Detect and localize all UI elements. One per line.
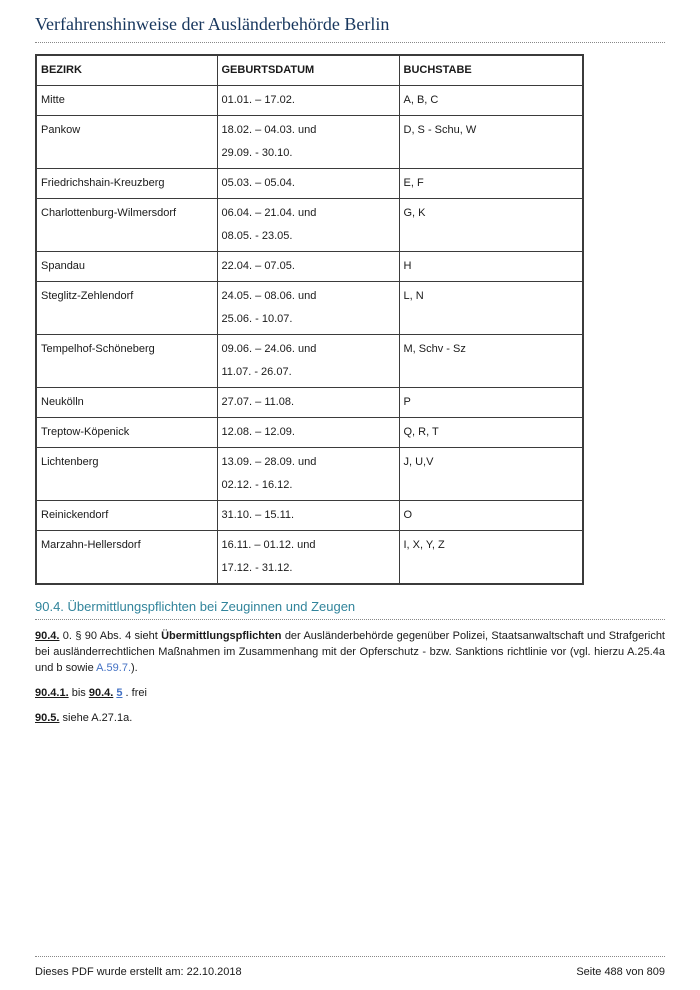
date-range: 01.01. – 17.02.: [221, 94, 295, 106]
bezirk-cell: Reinickendorf: [36, 501, 217, 531]
table-row: [36, 169, 583, 199]
bezirk-cell: Pankow: [36, 116, 217, 169]
date-range: 29.09. - 30.10.: [221, 147, 293, 159]
para3-text: siehe A.27.1a.: [59, 711, 133, 724]
date-range: 11.07. - 26.07.: [221, 366, 292, 378]
table-row: [36, 448, 583, 501]
table-row: [36, 252, 583, 282]
table-row: [36, 418, 583, 448]
link-90-4-5[interactable]: 5: [116, 686, 123, 699]
buchstabe-cell: E, F: [399, 169, 583, 199]
bezirk-cell: Mitte: [36, 86, 217, 116]
bezirk-cell: Marzahn-Hellersdorf: [36, 531, 217, 585]
table-row: [36, 501, 583, 531]
buchstabe-cell: O: [399, 501, 583, 531]
footer-page-number: Seite 488 von 809: [576, 966, 665, 978]
column-header-geburtsdatum: GEBURTSDATUM: [217, 55, 399, 86]
ref-90-4-1: 90.4.1.: [35, 686, 69, 699]
bezirk-cell: Treptow-Köpenick: [36, 418, 217, 448]
date-range: 16.11. – 01.12. und: [221, 539, 316, 551]
section-heading: 90.4. Übermittlungspflichten bei Zeuginnen und Zeugen: [35, 599, 665, 620]
geburtsdatum-cell: [217, 199, 399, 252]
buchstabe-cell: D, S - Schu, W: [399, 116, 583, 169]
buchstabe-cell: G, K: [399, 199, 583, 252]
buchstabe-cell: J, U,V: [399, 448, 583, 501]
geburtsdatum-cell: [217, 282, 399, 335]
table-row: [36, 335, 583, 388]
geburtsdatum-cell: [217, 531, 399, 585]
date-range: 12.08. – 12.09.: [221, 426, 295, 438]
table-row: [36, 199, 583, 252]
page-title: Verfahrenshinweise der Ausländerbehörde Berlin: [35, 14, 665, 43]
buchstabe-cell: P: [399, 388, 583, 418]
para2-mid: bis: [68, 686, 89, 699]
date-range: 22.04. – 07.05.: [221, 260, 295, 272]
ref-90-4: 90.4.: [88, 686, 114, 699]
table-row: [36, 531, 583, 585]
date-range: 18.02. – 04.03. und: [221, 124, 317, 136]
geburtsdatum-cell: [217, 116, 399, 169]
geburtsdatum-cell: [217, 388, 399, 418]
date-range: 31.10. – 15.11.: [221, 509, 295, 521]
table-row: [36, 282, 583, 335]
date-range: 27.07. – 11.08.: [221, 396, 295, 408]
geburtsdatum-cell: [217, 501, 399, 531]
bezirk-cell: Friedrichshain-Kreuzberg: [36, 169, 217, 199]
paragraph-bold-term: Übermittlungspflichten: [161, 630, 282, 642]
date-range: 05.03. – 05.04.: [221, 177, 295, 189]
column-header-buchstabe: BUCHSTABE: [399, 55, 583, 86]
geburtsdatum-cell: [217, 86, 399, 116]
section-ref-suffix: 0.: [59, 630, 72, 642]
page-footer: [35, 956, 665, 978]
date-range: 24.05. – 08.06. und: [221, 290, 317, 302]
buchstabe-cell: H: [399, 252, 583, 282]
bezirk-cell: Steglitz-Zehlendorf: [36, 282, 217, 335]
bezirk-cell: Lichtenberg: [36, 448, 217, 501]
paragraph-text-b: der Ausländerbehörde gegenüber Polizei, Staatsanwaltschaft und Strafgericht bei ausländerrechtlichen Maßnahmen im Zusammenhang mit der Opferschutz - bzw. Sanktions richtlinie vor (vgl. hierzu A.25.4a und b sowie: [35, 630, 665, 674]
date-range: 08.05. - 23.05.: [221, 230, 293, 242]
geburtsdatum-cell: [217, 169, 399, 199]
buchstabe-cell: L, N: [399, 282, 583, 335]
bezirk-cell: Tempelhof-Schöneberg: [36, 335, 217, 388]
paragraph-text-a: § 90 Abs. 4 sieht: [71, 630, 162, 642]
para2-end: frei: [128, 686, 147, 699]
date-range: 13.09. – 28.09. und: [221, 456, 317, 468]
paragraph-90-5: [35, 711, 665, 727]
geburtsdatum-cell: [217, 252, 399, 282]
geburtsdatum-cell: [217, 418, 399, 448]
bezirk-cell: Neukölln: [36, 388, 217, 418]
date-range: 02.12. - 16.12.: [221, 479, 293, 491]
ref-90-5: 90.5.: [35, 711, 60, 724]
geburtsdatum-cell: [217, 448, 399, 501]
section-ref: 90.4.: [35, 630, 60, 642]
column-header-bezirk: BEZIRK: [36, 55, 217, 86]
date-range: 06.04. – 21.04. und: [221, 207, 317, 219]
buchstabe-cell: Q, R, T: [399, 418, 583, 448]
paragraph-90-4-1: [35, 686, 665, 702]
table-header-row: [36, 55, 583, 86]
paragraph-90-4-0: [35, 629, 665, 677]
date-range: 25.06. - 10.07.: [221, 313, 293, 325]
date-range: 17.12. - 31.12.: [221, 562, 293, 574]
buchstabe-cell: A, B, C: [399, 86, 583, 116]
footer-created-date: Dieses PDF wurde erstellt am: 22.10.2018: [35, 966, 242, 978]
para2-after-link: .: [122, 686, 129, 699]
date-range: 09.06. – 24.06. und: [221, 343, 317, 355]
geburtsdatum-cell: [217, 335, 399, 388]
table-row: [36, 86, 583, 116]
bezirk-cell: Spandau: [36, 252, 217, 282]
table-row: [36, 388, 583, 418]
buchstabe-cell: M, Schv - Sz: [399, 335, 583, 388]
paragraph-text-c: ).: [131, 661, 138, 674]
bezirk-cell: Charlottenburg-Wilmersdorf: [36, 199, 217, 252]
table-body: [36, 86, 583, 585]
table-row: [36, 116, 583, 169]
buchstabe-cell: I, X, Y, Z: [399, 531, 583, 585]
link-a-59-7[interactable]: A.59.7.: [96, 661, 132, 674]
bezirk-table: [35, 54, 584, 585]
